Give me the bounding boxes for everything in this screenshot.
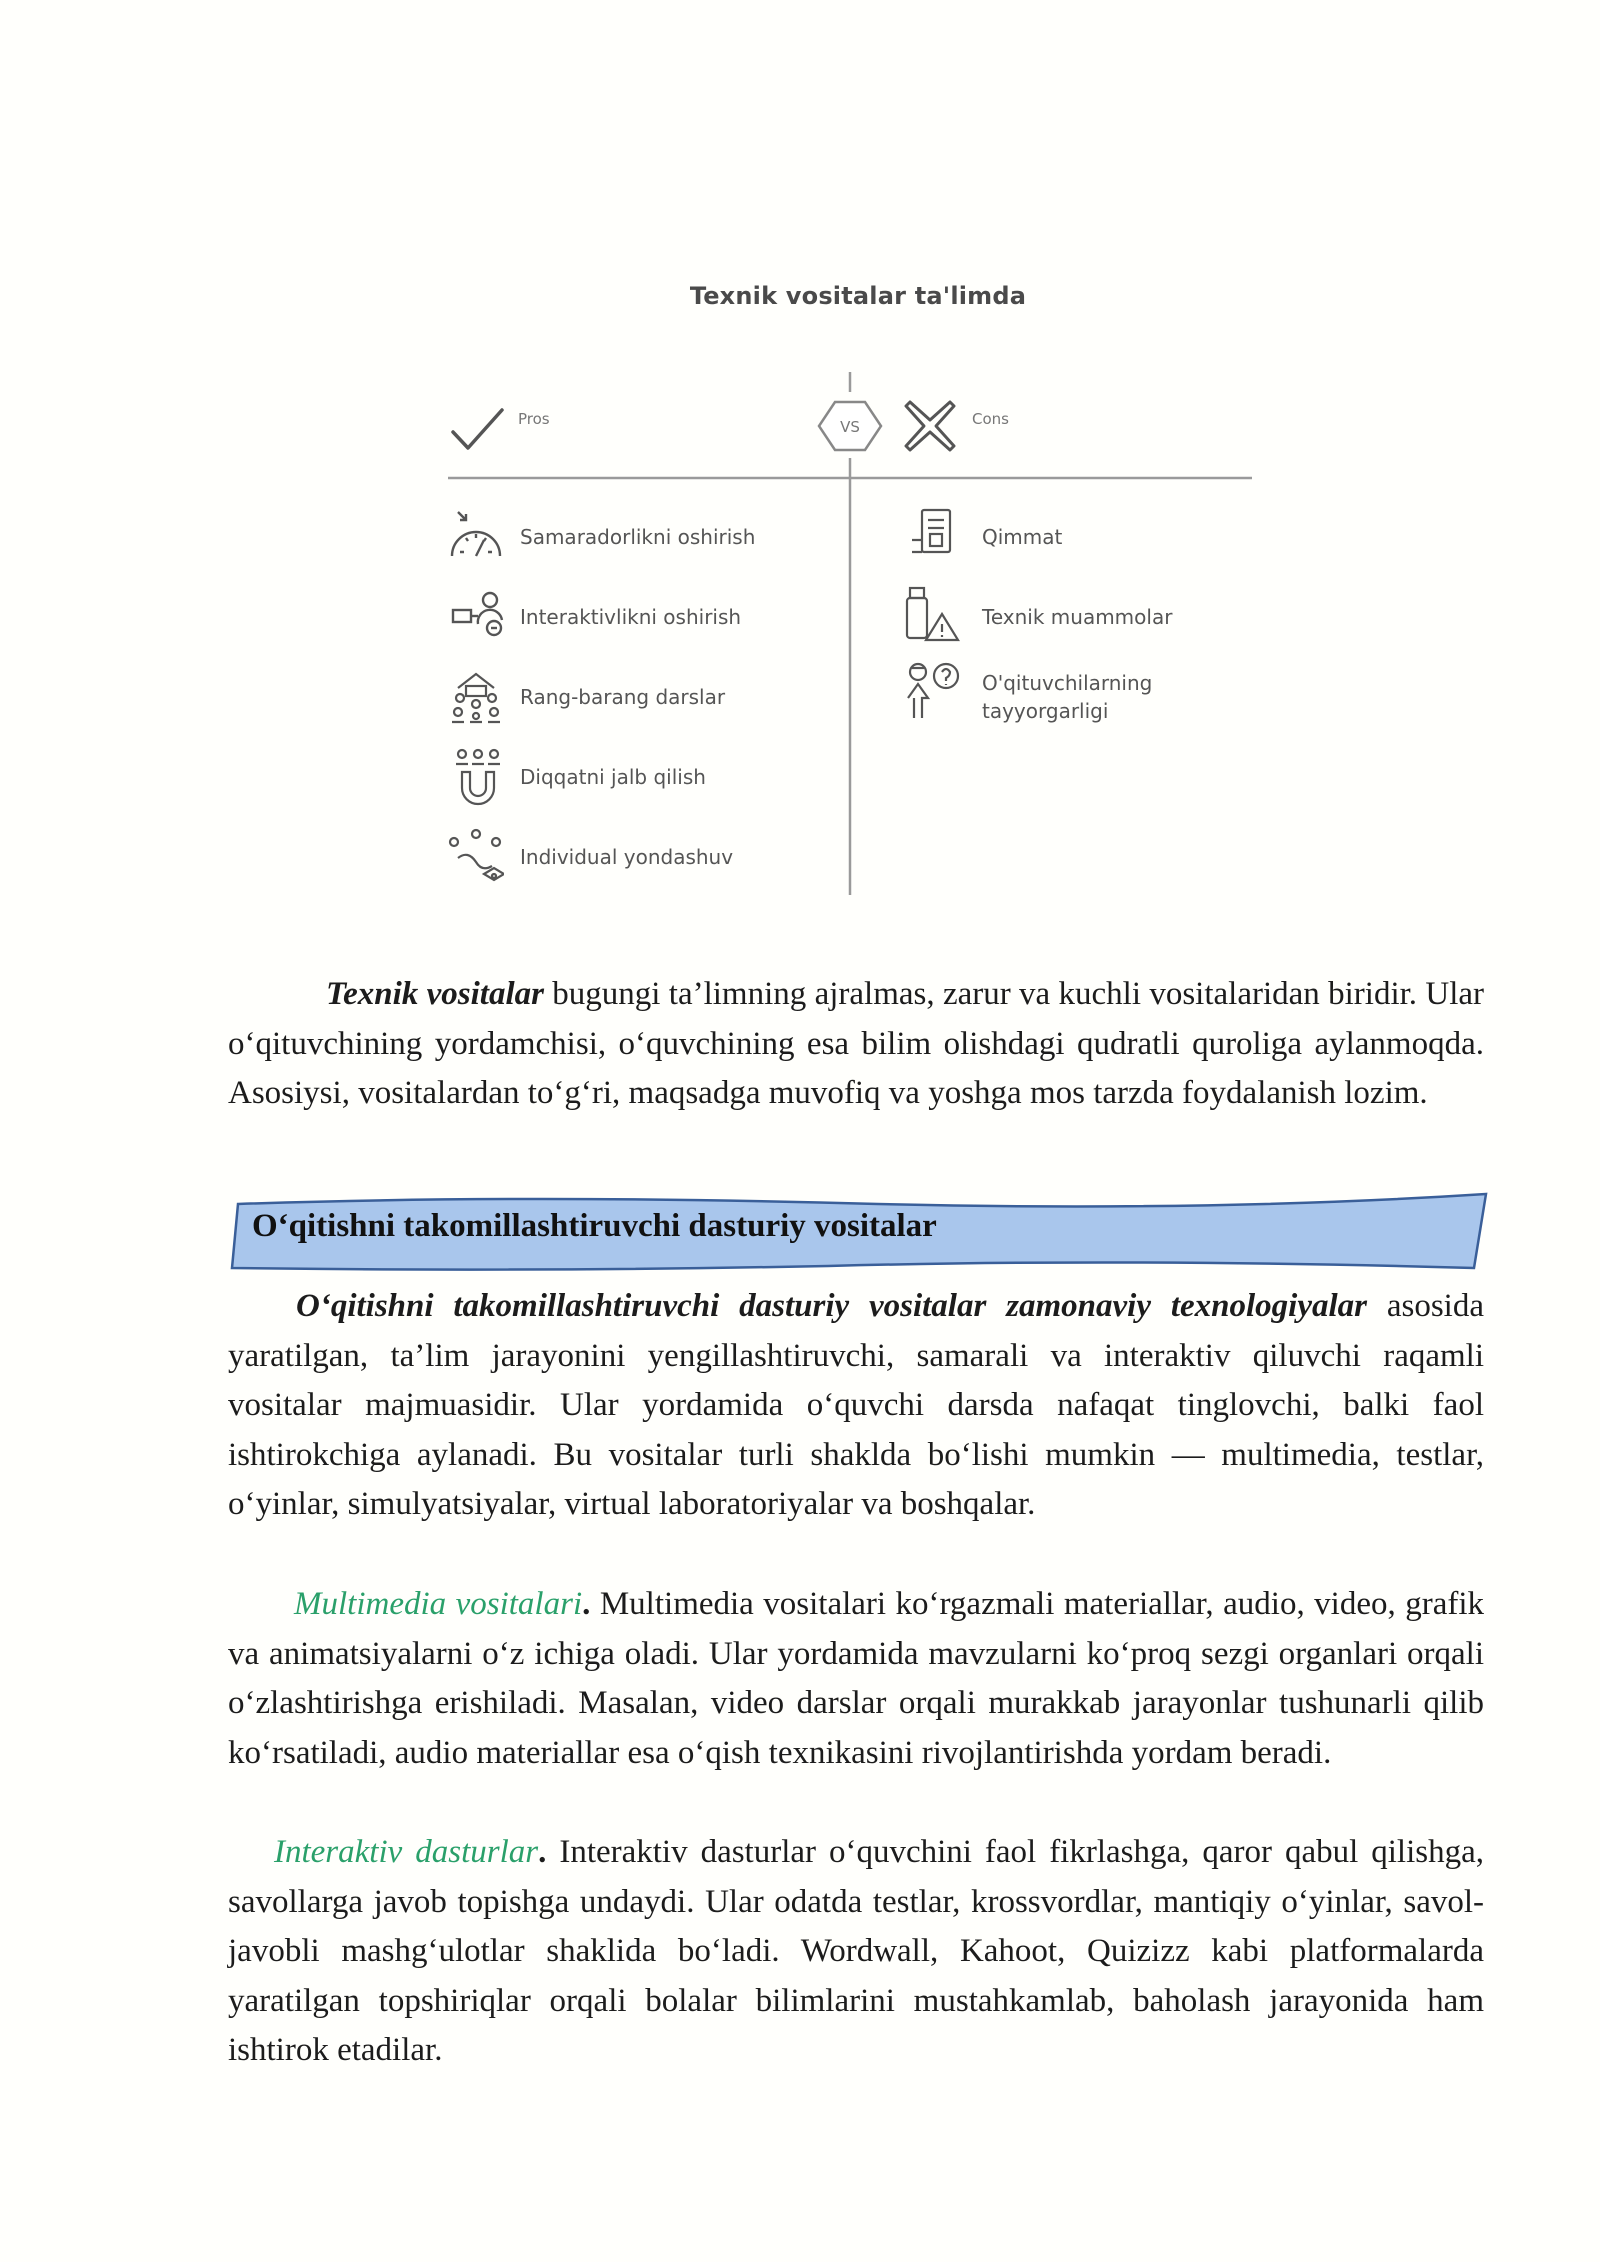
intro-paragraph: [228, 970, 1484, 1119]
intro-term: Texnik vositalar: [326, 976, 544, 1012]
cons-item-label: O'qituvchilarning: [982, 671, 1153, 695]
pros-label: Pros: [518, 410, 550, 428]
pros-item-label: Diqqatni jalb qilish: [520, 765, 706, 789]
pros-item-label: Rang-barang darslar: [520, 685, 726, 709]
infographic-title: Texnik vositalar ta'limda: [689, 282, 1027, 310]
pros-cons-infographic: [0, 0, 1600, 920]
definition-term: O‘qitishni takomillashtiruvchi dasturiy vositalar zamonaviy texnologiyalar: [296, 1288, 1367, 1324]
speedometer-icon: [448, 506, 504, 562]
multimedia-term: Multimedia vositalari: [294, 1586, 583, 1622]
price-tag-icon: [910, 506, 958, 562]
classroom-icon: [448, 668, 504, 724]
pros-item-label: Individual yondashuv: [520, 845, 734, 869]
checkmark-icon: [450, 404, 506, 454]
usb-warning-icon: [904, 586, 960, 642]
multimedia-text: Multimedia vositalari ko‘rgazmali materiallar, audio, video, grafik va animatsiyalarni o‘z ichiga oladi. Ular yordamida mavzularni ko‘proq sezgi organlari orqali o‘zlashtirishga erishiladi. Masalan, video darslar orqali murakkab jarayonlar tushunarli qilib ko‘rsatiladi, audio materiallar esa o‘qish texnikasini rivojlantirishda yordam beradi.: [228, 1586, 1484, 1771]
interaction-icon: [450, 590, 506, 638]
cross-icon: [902, 398, 958, 454]
interactive-term: Interaktiv dasturlar: [274, 1834, 539, 1870]
pros-item-label: Samaradorlikni oshirish: [520, 525, 756, 549]
vs-label: VS: [840, 418, 860, 436]
infographic-dividers: [0, 0, 1600, 920]
teacher-question-icon: [904, 662, 960, 722]
vs-badge-icon: [815, 394, 885, 458]
section-heading: O‘qitishni takomillashtiruvchi dasturiy vositalar: [252, 1208, 937, 1244]
cons-item-label: tayyorgarligi: [982, 699, 1109, 723]
pros-item-label: Interaktivlikni oshirish: [520, 605, 742, 629]
interactive-text: Interaktiv dasturlar o‘quvchini faol fikrlashga, qaror qabul qilishga, savollarga javob topishga undaydi. Ular odatda testlar, krossvordlar, mantiqiy o‘yinlar, savol-javobli mashg‘ulotlar shaklida bo‘ladi. Wordwall, Kahoot, Quizizz kabi platformalarda yaratilgan topshiriqlar orqali bolalar bilimlarini mustahkamlab, baholash jarayonida ham ishtirok etadilar.: [228, 1834, 1484, 2069]
multimedia-paragraph: Multimedia vositalari. Multimedia vositalari ko‘rgazmali materiallar, audio, video, grafik va animatsiyalarni o‘z ichiga oladi. Ular yordamida mavzularni ko‘proq sezgi organlari orqali o‘zlashtirishga erishiladi. Masalan, video darslar orqali murakkab jarayonlar tushunarli qilib ko‘rsatiladi, audio materiallar esa o‘qish texnikasini rivojlantirishda yordam beradi.: [228, 1586, 1484, 1771]
individual-path-icon: [448, 828, 504, 884]
interactive-paragraph: Interaktiv dasturlar. Interaktiv dasturlar o‘quvchini faol fikrlashga, qaror qabul qilishga, savollarga javob topishga undaydi. Ular odatda testlar, krossvordlar, mantiqiy o‘yinlar, savol-javobli mashg‘ulotlar shaklida bo‘ladi. Wordwall, Kahoot, Quizizz kabi platformalarda yaratilgan topshiriqlar orqali bolalar bilimlarini mustahkamlab, baholash jarayonida ham ishtirok etadilar.: [228, 1834, 1484, 2069]
definition-paragraph: [228, 1282, 1484, 1530]
intro-text: bugungi ta’limning ajralmas, zarur va kuchli vositalaridan biridir. Ular o‘qituvchining yordamchisi, o‘quvchining esa bilim olishdagi qudratli quroliga aylanmoqda. Asosiysi, vositalardan to‘g‘ri, maqsadga muvofiq va yoshga mos tarzda foydalanish lozim.: [228, 976, 1484, 1112]
magnet-icon: [452, 748, 504, 808]
cons-item-label: Texnik muammolar: [982, 605, 1173, 629]
definition-text: asosida yaratilgan, ta’lim jarayonini yengillashtiruvchi, samarali va interaktiv qiluvchi raqamli vositalar majmuasidir. Ular yordamida o‘quvchi darsda nafaqat tinglovchi, balki faol ishtirokchiga aylanadi. Bu vositalar turli shaklda bo‘lishi mumkin — multimedia, testlar, o‘yinlar, simulyatsiyalar, virtual laboratoriyalar va boshqalar.: [228, 1288, 1484, 1523]
cons-item-label: Qimmat: [982, 525, 1063, 549]
section-heading-banner: [228, 1190, 1490, 1272]
cons-label: Cons: [972, 410, 1009, 428]
